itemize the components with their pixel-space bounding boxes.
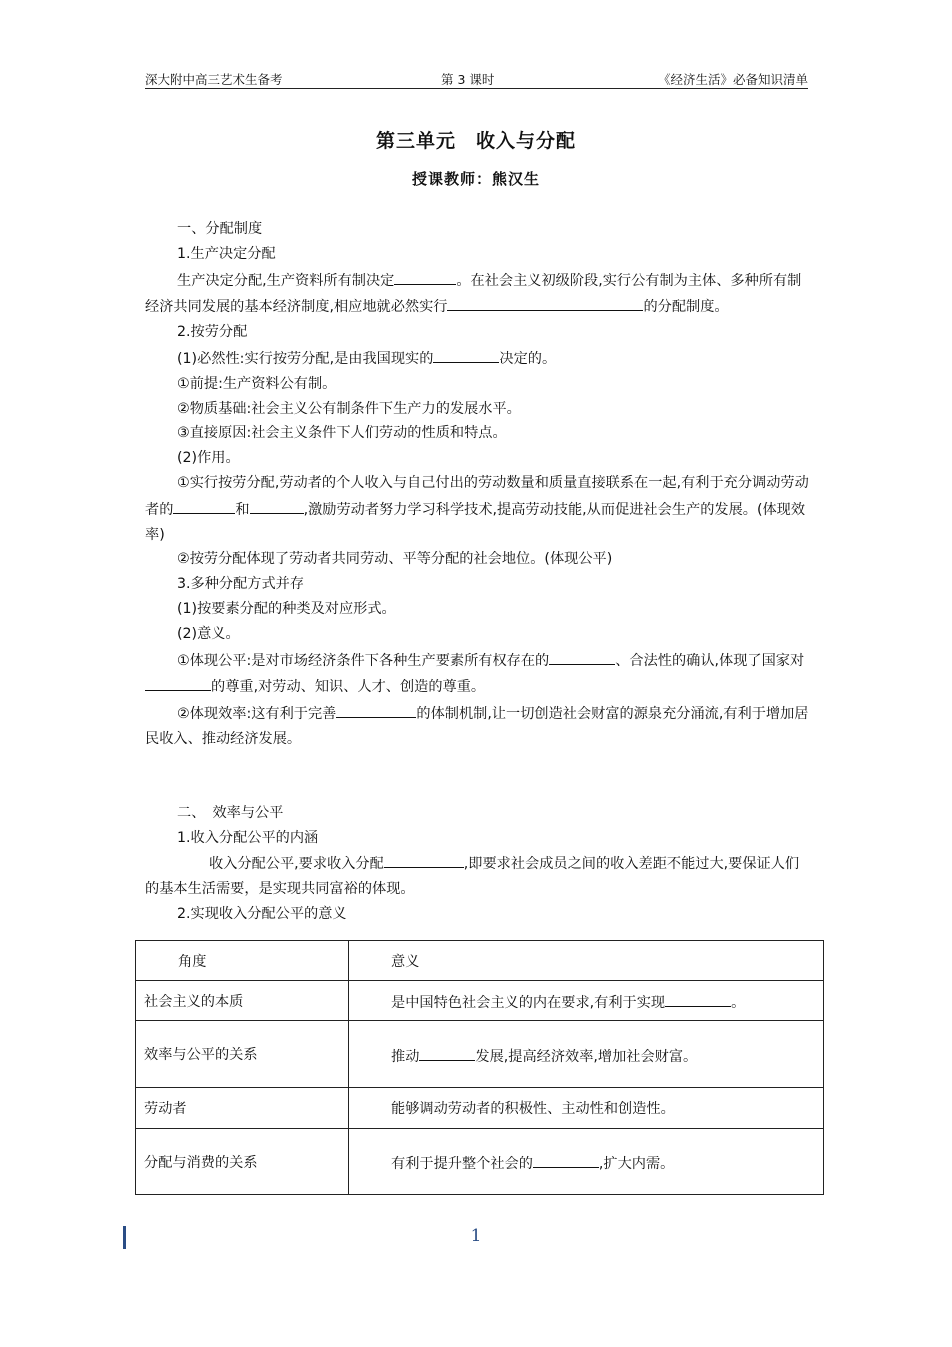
fill-blank [665,989,731,1007]
fill-blank [447,293,643,311]
section1-sub1-paragraph [145,267,810,321]
text-run: ,激励劳动者努力学习科学技术,提高劳动技能,从而促进社会生产的发展。(体现效率) [145,501,806,543]
text-run: ①体现公平:是对市场经济条件下各种生产要素所有权存在的 [177,652,550,669]
table-row [136,1088,824,1129]
table-header-cell: 意义 [349,941,824,981]
section1-sub2-heading: 2.按劳分配 [177,324,248,341]
table-cell-aspect: 效率与公平的关系 [136,1021,349,1088]
text-run: (1)必然性:实行按劳分配,是由我国现实的 [177,350,434,367]
table-row [136,981,824,1021]
document-body [145,217,810,927]
section1-sub3-heading: 3.多种分配方式并存 [177,576,305,593]
paragraph [145,850,810,902]
text-run: 生产决定分配,生产资料所有制决定 [177,272,395,289]
fill-blank [145,673,211,691]
text-run: ①实行按劳分配,劳动者的个人收入与自己付出的劳动数量和质量直接联系在一起,有利于充分调动劳动者的 [145,474,809,518]
table-cell-aspect: 分配与消费的关系 [136,1129,349,1195]
section1-sub1-heading: 1.生产决定分配 [177,245,276,262]
section2-heading: 二、 效率与公平 [177,804,284,821]
paragraph: ③直接原因:社会主义条件下人们劳动的性质和特点。 [177,425,507,442]
text-run: 收入分配公平,要求收入分配 [209,856,384,873]
text-run: ②体现效率:这有利于完善 [177,706,337,723]
table-cell-aspect: 社会主义的本质 [136,981,349,1021]
paragraph: ①前提:生产资料公有制。 [177,375,337,392]
table-row [136,1129,824,1195]
paragraph [145,471,810,547]
fill-blank [533,1150,599,1168]
fill-blank [173,496,235,514]
unit-title: 第三单元 收入与分配 [375,130,576,152]
text-run: 发展,提高经济效率,增加社会财富。 [475,1048,698,1065]
text-run: 和 [235,501,250,518]
header-center: 第 3 课时 [441,72,495,87]
text-run: 是中国特色社会主义的内在要求,有利于实现 [391,995,666,1011]
header-left: 深大附中高三艺术生备考 [145,72,283,87]
page-header [145,68,808,89]
paragraph: (2)意义。 [177,625,240,642]
paragraph: ②按劳分配体现了劳动者共同劳动、平等分配的社会地位。(体现公平) [177,551,613,568]
section2-sub1-heading: 1.收入分配公平的内涵 [177,829,319,846]
fill-blank [419,1043,475,1061]
table-header-row [136,941,824,981]
text-run: ,即要求社会成员之间的收入差距不能过大,要保证人们的基本生活需要，是实现共同富裕的体现。 [145,856,800,898]
significance-table [135,940,824,1195]
table-header-cell: 角度 [136,941,349,981]
paragraph: (2)作用。 [177,450,240,467]
paragraph [145,647,810,701]
text-run: 有利于提升整个社会的 [391,1156,533,1172]
header-right: 《经济生活》必备知识清单 [657,72,808,87]
fill-blank [384,850,464,868]
table-row [136,1021,824,1088]
spacer [145,752,810,801]
section2-sub2-heading: 2.实现收入分配公平的意义 [177,905,347,922]
text-run: 。在社会主义初级阶段,实行公有制为主体、多种所有制经济共同发展的基本经济制度,相应地就必然实行 [145,272,802,316]
section1-heading: 一、分配制度 [177,221,263,237]
paragraph [145,700,810,752]
paragraph [145,345,810,372]
text-run: ,扩大内需。 [598,1156,675,1172]
page-number: 1 [470,1226,482,1246]
fill-blank [250,496,304,514]
table-cell-meaning [349,1129,824,1195]
text-run: 的分配制度。 [643,299,729,316]
table-cell-meaning [349,981,824,1021]
table-cell-meaning [349,1021,824,1088]
text-run: 。 [731,995,746,1011]
text-run: 、合法性的确认,体现了国家对 [615,652,805,669]
fill-blank [549,647,615,665]
teacher-line: 授课教师：熊汉生 [411,170,540,188]
fill-blank [394,267,456,285]
table-cell-meaning: 能够调动劳动者的积极性、主动性和创造性。 [349,1088,824,1129]
fill-blank [336,700,416,718]
table-cell-aspect: 劳动者 [136,1088,349,1129]
paragraph: ②物质基础:社会主义公有制条件下生产力的发展水平。 [177,400,521,417]
text-run: 的体制机制,让一切创造社会财富的源泉充分涌流,有利于增加居民收入、推动经济发展。 [145,706,809,747]
text-run: 推动 [391,1048,420,1065]
text-run: 决定的。 [499,350,557,367]
paragraph: (1)按要素分配的种类及对应形式。 [177,600,396,617]
fill-blank [433,345,499,363]
text-run: 的尊重,对劳动、知识、人才、创造的尊重。 [211,679,486,696]
